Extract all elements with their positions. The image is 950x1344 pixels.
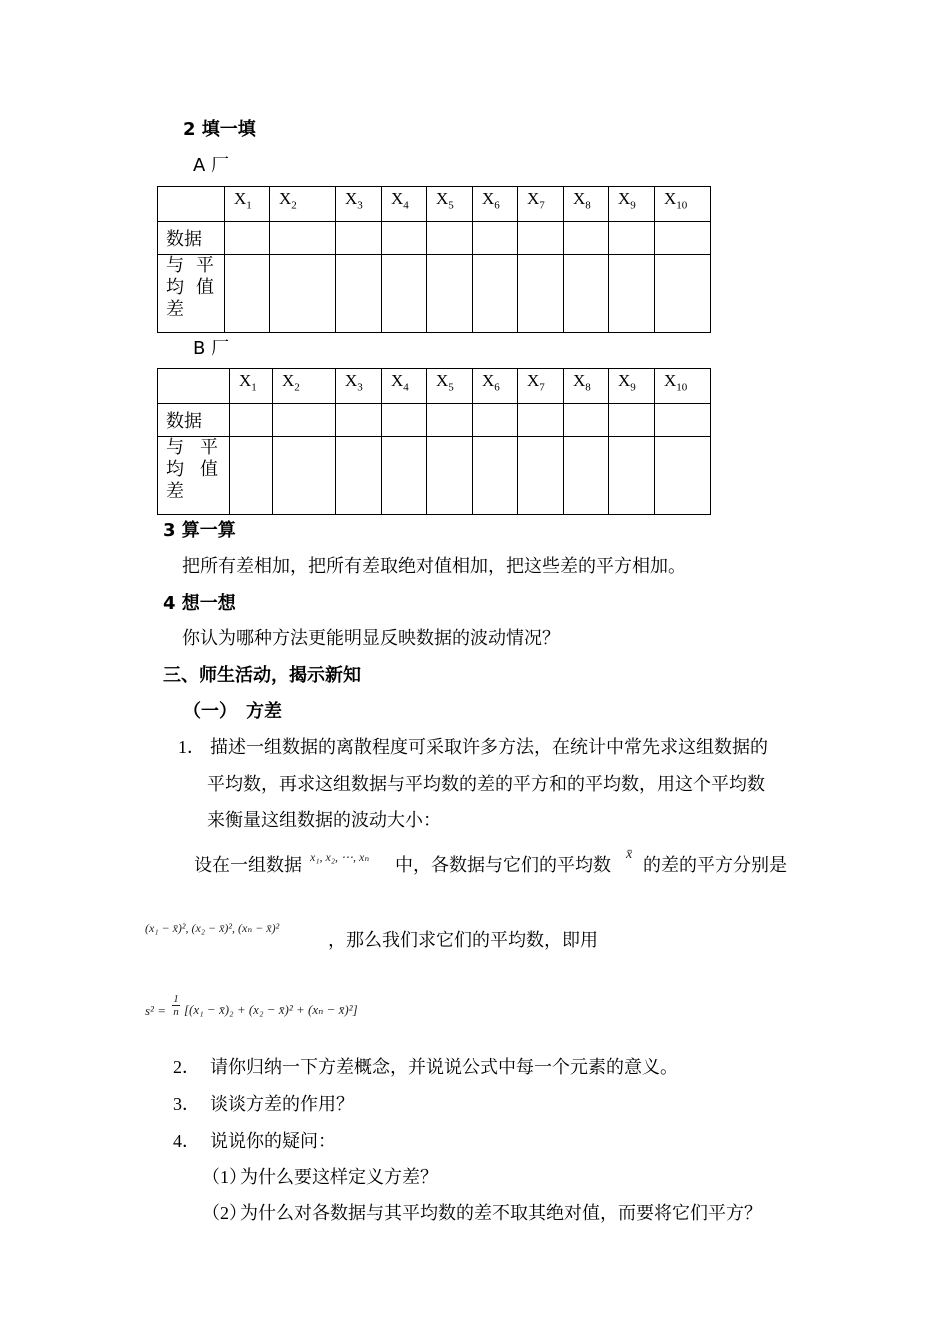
table-a-row-label-data: 数据 [158, 222, 225, 255]
tableA-cell[interactable] [427, 255, 473, 333]
set-line-formula: x₁, x₂, ⋯, xₙ [310, 850, 370, 864]
tableA-cell[interactable] [336, 255, 382, 333]
tableB-cell[interactable] [427, 437, 473, 515]
tableA-header-x5: $X_5$ [427, 187, 473, 222]
set-line-pre: 设在一组数据 [194, 855, 302, 876]
tableB-cell[interactable] [518, 437, 564, 515]
tableA-cell[interactable] [518, 222, 564, 255]
formula-fraction-denominator: n [173, 1006, 179, 1018]
formula-fraction-numerator: 1 [173, 993, 179, 1005]
tableA-cell[interactable] [655, 255, 711, 333]
item-4-text: 说说你的疑问： [210, 1131, 336, 1152]
tableA-header-x9: $X_9$ [609, 187, 655, 222]
set-line-mid: 中，各数据与它们的平均数 [395, 855, 611, 876]
tableB-header-x10: $X_{10}$ [655, 369, 711, 404]
table-b-header-row [158, 369, 711, 404]
section-4-title: 4 想一想 [163, 593, 236, 614]
table-a-header-row [158, 187, 711, 222]
tableA-header-x7: $X_7$ [518, 187, 564, 222]
table-a-data-row [158, 222, 711, 255]
item-1-line-2: 平均数，再求这组数据与平均数的差的平方和的平均数，用这个平均数 [207, 774, 765, 795]
table-b [157, 368, 711, 515]
table-b-row-label-data: 数据 [158, 404, 230, 437]
item-2-text: 请你归纳一下方差概念，并说说公式中每一个元素的意义。 [210, 1057, 678, 1078]
tableB-cell[interactable] [655, 437, 711, 515]
tableA-cell[interactable] [609, 255, 655, 333]
tableA-cell[interactable] [609, 222, 655, 255]
tableA-cell[interactable] [336, 222, 382, 255]
question-2-number: （2） [202, 1203, 247, 1223]
variance-subtitle: （一） 方差 [183, 701, 282, 722]
tableB-cell[interactable] [473, 404, 518, 437]
tableB-header-x5: $X_5$ [427, 369, 473, 404]
tableA-header-x4: $X_4$ [382, 187, 427, 222]
section-2-title: 2 填一填 [183, 119, 256, 140]
formula-fraction [172, 993, 180, 1018]
tableB-cell[interactable] [427, 404, 473, 437]
set-line-post: 的差的平方分别是 [643, 855, 787, 876]
tableA-header-x2: $X_2$ [270, 187, 336, 222]
tableB-cell[interactable] [655, 404, 711, 437]
tableB-header-x7: $X_7$ [518, 369, 564, 404]
table-a [157, 186, 711, 333]
item-3-text: 谈谈方差的作用？ [210, 1094, 354, 1115]
item-1-line-1: 描述一组数据的离散程度可采取许多方法，在统计中常先求这组数据的 [210, 737, 768, 758]
tableA-header-x10: $X_{10}$ [655, 187, 711, 222]
tableB-header-x9: $X_9$ [609, 369, 655, 404]
item-3-number: 3． [173, 1094, 200, 1114]
tableB-cell[interactable] [230, 437, 273, 515]
tableB-cell[interactable] [564, 437, 609, 515]
tableB-cell[interactable] [473, 437, 518, 515]
tableA-cell[interactable] [518, 255, 564, 333]
set-line-mean-symbol: x̄ [626, 847, 633, 862]
tableB-header-x4: $X_4$ [382, 369, 427, 404]
section-4-text: 你认为哪种方法更能明显反映数据的波动情况？ [182, 628, 560, 649]
tableB-header-x8: $X_8$ [564, 369, 609, 404]
tableB-cell[interactable] [382, 404, 427, 437]
tableA-cell[interactable] [655, 222, 711, 255]
tableA-cell[interactable] [225, 222, 270, 255]
question-1-text: 为什么要这样定义方差？ [240, 1167, 438, 1188]
table-a-corner-cell [158, 187, 225, 222]
item-2-number: 2． [173, 1057, 200, 1077]
tableB-cell[interactable] [518, 404, 564, 437]
section-3-text: 把所有差相加，把所有差取绝对值相加，把这些差的平方相加。 [182, 556, 686, 577]
tableA-cell[interactable] [427, 222, 473, 255]
table-b-data-row [158, 404, 711, 437]
table-a-caption: A 厂 [193, 155, 230, 176]
tableB-header-x3: $X_3$ [336, 369, 382, 404]
tableA-cell[interactable] [382, 222, 427, 255]
tableA-cell[interactable] [225, 255, 270, 333]
squares-line-text: ，那么我们求它们的平均数，即用 [328, 930, 598, 951]
tableB-cell[interactable] [230, 404, 273, 437]
squares-formula: (x₁ − x̄)², (x₂ − x̄)², (xₙ − x̄)² [145, 921, 280, 935]
tableB-cell[interactable] [273, 437, 336, 515]
tableA-cell[interactable] [564, 255, 609, 333]
section-3-title: 3 算一算 [163, 520, 236, 541]
table-a-diff-row [158, 255, 711, 333]
tableA-cell[interactable] [473, 255, 518, 333]
tableB-header-x1: $X_1$ [230, 369, 273, 404]
table-b-diff-row [158, 437, 711, 515]
tableB-header-x2: $X_2$ [273, 369, 336, 404]
tableA-cell[interactable] [473, 222, 518, 255]
question-2-text: 为什么对各数据与其平均数的差不取其绝对值，而要将它们平方？ [240, 1203, 762, 1224]
item-1-number: 1． [178, 737, 205, 757]
item-4-number: 4． [173, 1131, 200, 1151]
item-1-line-3: 来衡量这组数据的波动大小： [207, 810, 441, 831]
tableB-cell[interactable] [336, 404, 382, 437]
tableB-header-x6: $X_6$ [473, 369, 518, 404]
tableA-cell[interactable] [564, 222, 609, 255]
table-b-caption: B 厂 [193, 338, 230, 359]
tableA-header-x3: $X_3$ [336, 187, 382, 222]
tableB-cell[interactable] [609, 437, 655, 515]
tableB-cell[interactable] [382, 437, 427, 515]
tableA-cell[interactable] [270, 222, 336, 255]
tableB-cell[interactable] [564, 404, 609, 437]
tableB-cell[interactable] [609, 404, 655, 437]
formula-lhs: s² = [145, 1003, 166, 1018]
tableB-cell[interactable] [273, 404, 336, 437]
tableA-cell[interactable] [382, 255, 427, 333]
formula-body: [(x₁ − x̄)₂ + (x₂ − x̄)² + (xₙ − x̄)²] [184, 1002, 358, 1017]
tableA-header-x6: $X_6$ [473, 187, 518, 222]
question-1-number: （1） [202, 1167, 247, 1187]
table-a-row-label-diff: 与 平 均 值 差 [158, 255, 225, 333]
tableB-cell[interactable] [336, 437, 382, 515]
table-b-corner-cell [158, 369, 230, 404]
table-b-row-label-diff: 与 平 均 值 差 [158, 437, 230, 515]
tableA-header-x1: $X_1$ [225, 187, 270, 222]
tableA-cell[interactable] [270, 255, 336, 333]
part-3-title: 三、师生活动，揭示新知 [163, 665, 361, 686]
tableA-header-x8: $X_8$ [564, 187, 609, 222]
